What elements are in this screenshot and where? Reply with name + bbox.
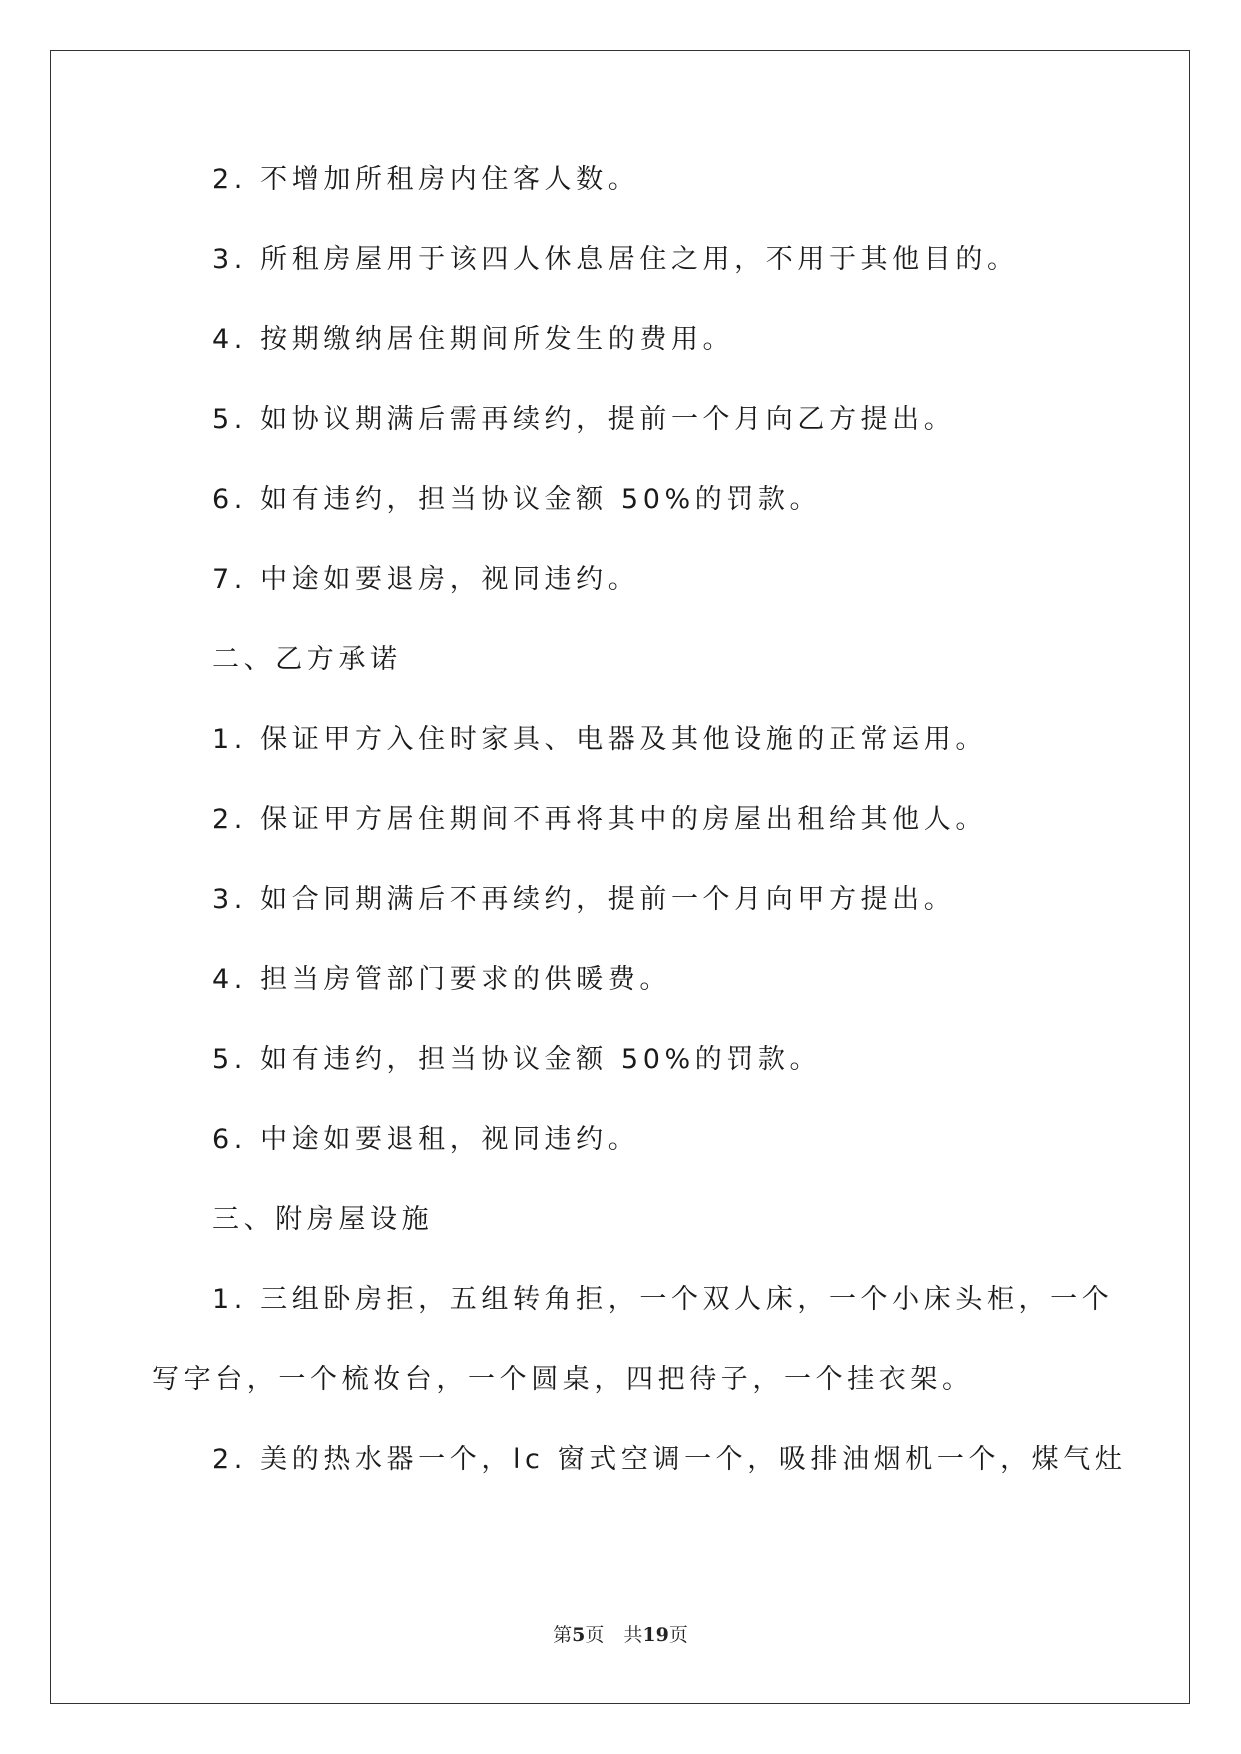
footer-suffix: 页 [668, 1624, 688, 1646]
current-page-number: 5 [572, 1624, 586, 1646]
section-heading-facilities: 三、附房屋设施 [212, 1204, 434, 1235]
paragraph-item-b1: 1. 保证甲方入住时家具、电器及其他设施的正常运用。 [212, 724, 987, 755]
paragraph-item-4: 4. 按期缴纳居住期间所发生的费用。 [212, 324, 735, 355]
section-heading-party-b: 二、乙方承诺 [212, 644, 402, 675]
footer-prefix: 第 [553, 1624, 573, 1646]
paragraph-item-7: 7. 中途如要退房，视同违约。 [212, 564, 640, 595]
paragraph-item-b6: 6. 中途如要退租，视同违约。 [212, 1124, 640, 1155]
paragraph-item-2: 2. 不增加所租房内住客人数。 [212, 164, 640, 195]
footer-mid: 页 共 [585, 1624, 643, 1646]
paragraph-item-5: 5. 如协议期满后需再续约，提前一个月向乙方提出。 [212, 404, 956, 435]
paragraph-item-f1-continued: 写字台，一个梳妆台，一个圆桌，四把待子，一个挂衣架。 [152, 1364, 974, 1395]
paragraph-item-6: 6. 如有违约，担当协议金额 50%的罚款。 [212, 484, 822, 515]
page-footer [0, 1620, 1241, 1647]
paragraph-item-f2: 2. 美的热水器一个，lc 窗式空调一个，吸排油烟机一个，煤气灶 [212, 1444, 1127, 1475]
paragraph-item-b3: 3. 如合同期满后不再续约，提前一个月向甲方提出。 [212, 884, 956, 915]
total-page-count: 19 [642, 1624, 669, 1646]
paragraph-item-b4: 4. 担当房管部门要求的供暖费。 [212, 964, 671, 995]
paragraph-item-f1: 1. 三组卧房拒，五组转角拒，一个双人床，一个小床头柜，一个 [212, 1284, 1114, 1315]
paragraph-item-b5: 5. 如有违约，担当协议金额 50%的罚款。 [212, 1044, 822, 1075]
paragraph-item-3: 3. 所租房屋用于该四人休息居住之用，不用于其他目的。 [212, 244, 1019, 275]
paragraph-item-b2: 2. 保证甲方居住期间不再将其中的房屋出租给其他人。 [212, 804, 987, 835]
